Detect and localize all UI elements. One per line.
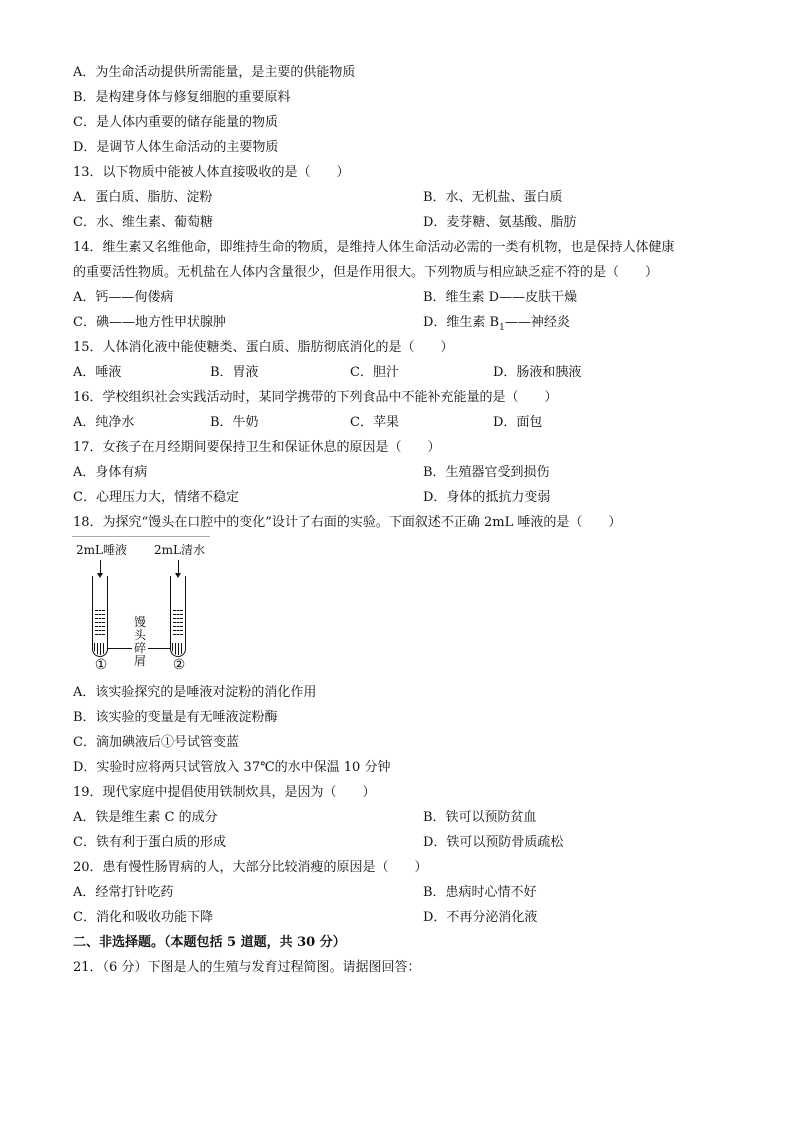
q16-options [73,414,543,432]
q18-stem: 18．为探究“馒头在口腔中的变化”设计了右面的实验。下面叙述不正确 2mL 唾液的是（ ） [73,515,622,530]
leader-line [148,648,170,649]
q15-option-b: B．胃液 [210,365,259,380]
test-tube-2 [170,576,186,657]
test-tube-1 [92,576,108,657]
q12-option-d: D．是调节人体生命活动的主要物质 [73,140,279,155]
q13-row1 [73,189,563,207]
q19-stem: 19．现代家庭中提倡使用铁制炊具，是因为（ ） [73,785,376,800]
tube-number-1: ① [94,657,108,673]
q14-option-d-subscript: 1 [499,323,505,333]
section-heading: 二、非选择题。（本题包括 5 道题，共 30 分） [73,935,346,950]
figure-side-label: 馒 头 碎 屑 [133,615,146,668]
q12-option-a: A．为生命活动提供所需能量，是主要的供能物质 [73,65,356,80]
q16-option-d: D．面包 [493,415,543,430]
q20-option-a: A．经常打针吃药 [73,885,174,900]
q13-stem: 13．以下物质中能被人体直接吸收的是（ ） [73,165,350,180]
q17-row1 [73,464,550,482]
liquid-line [173,622,183,623]
q17-option-c: C．心理压力大，情绪不稳定 [73,490,239,505]
q13-option-b: B．水、无机盐、蛋白质 [423,190,563,205]
bread-crumbs [94,643,106,655]
q18-option-d: D．实验时应将两只试管放入 37℃的水中保温 10 分钟 [73,760,391,775]
q19-option-a: A．铁是维生素 C 的成分 [73,810,218,825]
q15-options [73,364,582,382]
arrow-down-icon [100,560,101,574]
liquid-line [95,630,105,631]
q18-option-b: B．该实验的变量是有无唾液淀粉酶 [73,710,278,725]
liquid-line [95,618,105,619]
q20-stem: 20．患有慢性肠胃病的人，大部分比较消瘦的原因是（ ） [73,860,428,875]
liquid-line [173,610,183,611]
q13-option-c: C．水、维生素、葡萄糖 [73,215,213,230]
q15-option-d: D．肠液和胰液 [493,365,582,380]
q14-option-d-suffix: ——神经炎 [504,315,570,330]
liquid-line [173,626,183,627]
liquid-line [95,634,105,635]
q12-option-c: C．是人体内重要的储存能量的物质 [73,115,278,130]
q17-row2 [73,489,551,507]
q16-stem: 16．学校组织社会实践活动时，某同学携带的下列食品中不能补充能量的是（ ） [73,390,558,405]
q14-option-d [423,314,570,333]
q13-option-a: A．蛋白质、脂肪、淀粉 [73,190,213,205]
q18-option-a: A．该实验探究的是唾液对淀粉的消化作用 [73,685,317,700]
q20-row1 [73,884,537,902]
q17-stem: 17．女孩子在月经期间要保持卫生和保证休息的原因是（ ） [73,440,441,455]
q17-option-d: D．身体的抵抗力变弱 [423,490,551,505]
q19-row2 [73,834,564,852]
bread-crumbs [172,643,184,655]
q14-option-d-prefix: D．维生素 B [423,315,500,330]
q19-row1 [73,809,537,827]
q17-option-a: A．身体有病 [73,465,148,480]
q14-row1 [73,289,578,307]
liquid-line [95,614,105,615]
q19-option-d: D．铁可以预防骨质疏松 [423,835,564,850]
q14-option-a: A．钙——佝偻病 [73,290,174,305]
q16-option-b: B．牛奶 [210,415,259,430]
q14-option-c: C．碘——地方性甲状腺肿 [73,315,226,330]
tube-number-2: ② [172,657,186,673]
q15-option-a: A．唾液 [73,365,122,380]
q14-stem-line1: 14．维生素又名维他命，即维持生命的物质，是维持人体生命活动必需的一类有机物，也是保持人体健康 [73,240,675,255]
liquid-line [95,622,105,623]
liquid-line [173,614,183,615]
q20-option-b: B．患病时心情不好 [423,885,537,900]
q15-stem: 15．人体消化液中能使糖类、蛋白质、脂肪彻底消化的是（ ） [73,340,454,355]
q12-option-b: B．是构建身体与修复细胞的重要原料 [73,90,291,105]
q20-option-c: C．消化和吸收功能下降 [73,910,213,925]
leader-line [108,648,132,649]
q16-option-a: A．纯净水 [73,415,135,430]
q16-option-c: C．苹果 [350,415,399,430]
figure-label-water: 2mL清水 [154,543,205,557]
q18-option-c: C．滴加碘液后①号试管变蓝 [73,735,239,750]
q21-stem: 21．（6 分）下图是人的生殖与发育过程简图。请据图回答： [73,960,421,975]
q13-row2 [73,214,577,232]
q14-option-b: B．维生素 D——皮肤干燥 [423,290,578,305]
arrow-down-icon [178,560,179,574]
liquid-line [173,618,183,619]
liquid-line [95,610,105,611]
q14-stem-line2: 的重要活性物质。无机盐在人体内含量很少，但是作用很大。下列物质与相应缺乏症不符的是（ ） [73,265,659,280]
figure-label-saliva: 2mL唾液 [76,543,127,557]
q15-option-c: C．胆汁 [350,365,399,380]
q19-option-b: B．铁可以预防贫血 [423,810,537,825]
q20-option-d: D．不再分泌消化液 [423,910,538,925]
q13-option-d: D．麦芽糖、氨基酸、脂肪 [423,215,577,230]
liquid-line [173,634,183,635]
q20-row2 [73,909,538,927]
q14-row2 [73,314,570,333]
liquid-line [173,630,183,631]
liquid-line [95,626,105,627]
figure-top-rule [72,536,210,537]
q17-option-b: B．生殖器官受到损伤 [423,465,550,480]
q19-option-c: C．铁有利于蛋白质的形成 [73,835,226,850]
